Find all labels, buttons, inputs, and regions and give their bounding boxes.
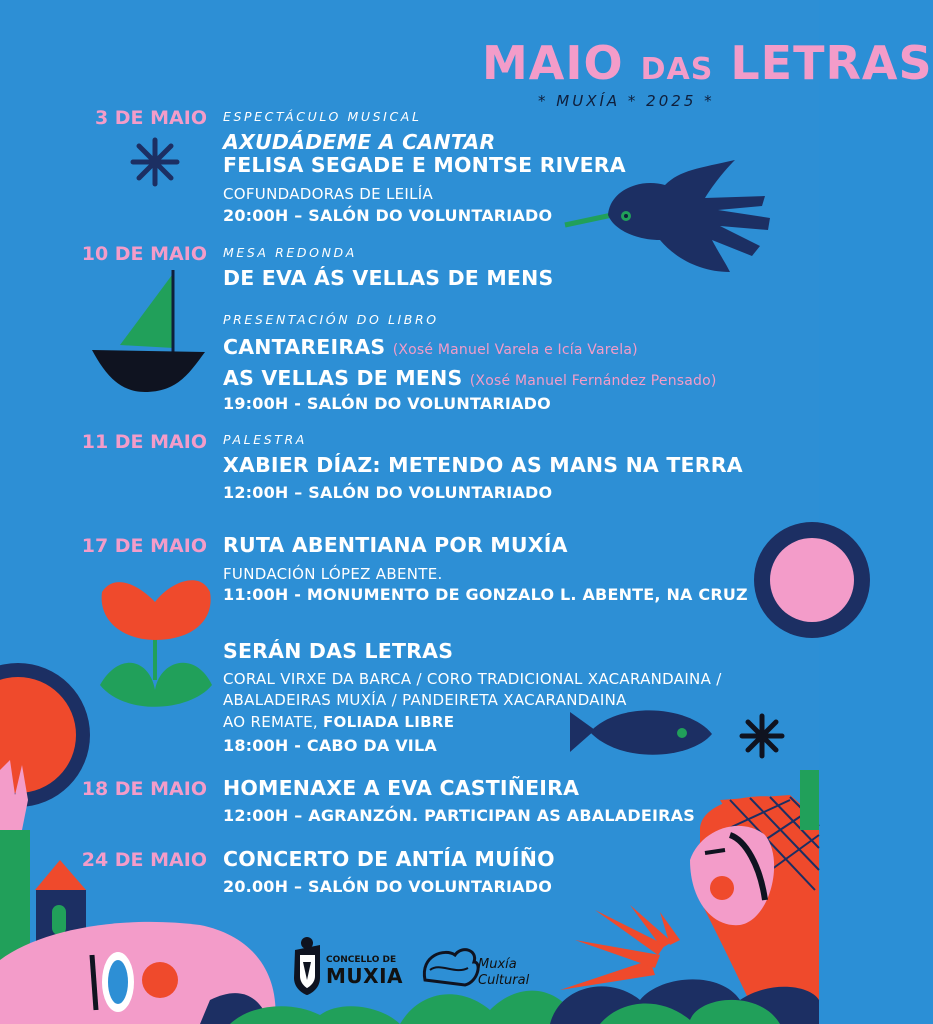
event-title: RUTA ABENTIANA POR MUXÍA [223,533,568,557]
concello-logo-name: MUXIA [326,964,403,988]
event-time-venue: 19:00H - SALÓN DO VOLUNTARIADO [223,394,551,413]
event-info: FUNDACIÓN LÓPEZ ABENTE. [223,565,443,583]
book-title-line [223,366,717,390]
event-title-performers: FELISA SEGADE E MONTSE RIVERA [223,153,626,177]
event-title: XABIER DÍAZ: METENDO AS MANS NA TERRA [223,453,743,477]
event-time-venue: 12:00H – AGRANZÓN. PARTICIPAN AS ABALADEIRAS [223,806,695,825]
event-category: PALESTRA [223,432,307,447]
boat-icon [92,270,205,392]
event-date: 17 DE MAIO [81,535,207,557]
fish-icon [570,710,712,754]
title-word-das: DAS [640,52,714,87]
book-author: (Xosé Manuel Varela e Icía Varela) [392,342,638,358]
asterisk-icon [133,140,177,184]
event-time-venue: 11:00H - MONUMENTO DE GONZALO L. ABENTE, NA CRUZ [223,585,748,604]
event-title: CONCERTO DE ANTÍA MUÍÑO [223,847,555,871]
flower-icon [100,580,212,707]
book-title-line [223,335,638,359]
event-info: COFUNDADORAS DE LEILÍA [223,185,434,203]
sunrise-icon [560,905,680,990]
closing-note-highlight: FOLIADA LIBRE [323,713,455,731]
flower-right-icon [754,522,870,638]
event-time-venue: 20.00H – SALÓN DO VOLUNTARIADO [223,877,552,896]
book-title: AS VELLAS DE MENS [223,366,463,390]
book-author: (Xosé Manuel Fernández Pensado) [469,373,717,389]
asterisk-small-icon [742,716,782,756]
event-time-venue: 20:00H – SALÓN DO VOLUNTARIADO [223,206,553,225]
event-time-venue: 18:00H - CABO DA VILA [223,736,437,755]
poster-subtitle: * MUXÍA * 2025 * [538,92,715,110]
event-time-venue: 12:00H – SALÓN DO VOLUNTARIADO [223,483,553,502]
event-closing-note [223,713,454,731]
closing-note-prefix: AO REMATE, [223,713,323,731]
event-date: 18 DE MAIO [81,778,207,800]
muxia-cultural-logo-line1: Muxía [478,957,517,972]
muxia-cultural-logo-icon [424,950,478,985]
concello-logo-label: CONCELLO DE [326,955,397,965]
event-title: SERÁN DAS LETRAS [223,639,454,663]
book-title: CANTAREIRAS [223,335,386,359]
event-title: HOMENAXE A EVA CASTIÑEIRA [223,776,580,800]
event-date: 11 DE MAIO [81,431,207,453]
muxia-cultural-logo-line2: Cultural [478,973,530,988]
event-date: 10 DE MAIO [81,243,207,265]
event-title: DE EVA ÁS VELLAS DE MENS [223,266,554,290]
municipal-crest-icon [294,937,320,995]
title-word-maio: MAIO [482,36,624,90]
event-performers: CORAL VIRXE DA BARCA / CORO TRADICIONAL XACARANDAINA / [223,670,722,688]
event-category: ESPECTÁCULO MUSICAL [223,109,422,124]
plant-right-icon [800,770,819,830]
poster-title [482,38,933,95]
title-word-letras: LETRAS [730,36,933,90]
event-performers: ABALADEIRAS MUXÍA / PANDEIRETA XACARANDAINA [223,691,627,709]
event-title: AXUDÁDEME A CANTAR [223,130,496,154]
event-date: 24 DE MAIO [81,849,207,871]
event-date: 3 DE MAIO [94,107,207,129]
event-category-book: PRESENTACIÓN DO LIBRO [223,312,439,327]
event-category: MESA REDONDA [223,245,357,260]
